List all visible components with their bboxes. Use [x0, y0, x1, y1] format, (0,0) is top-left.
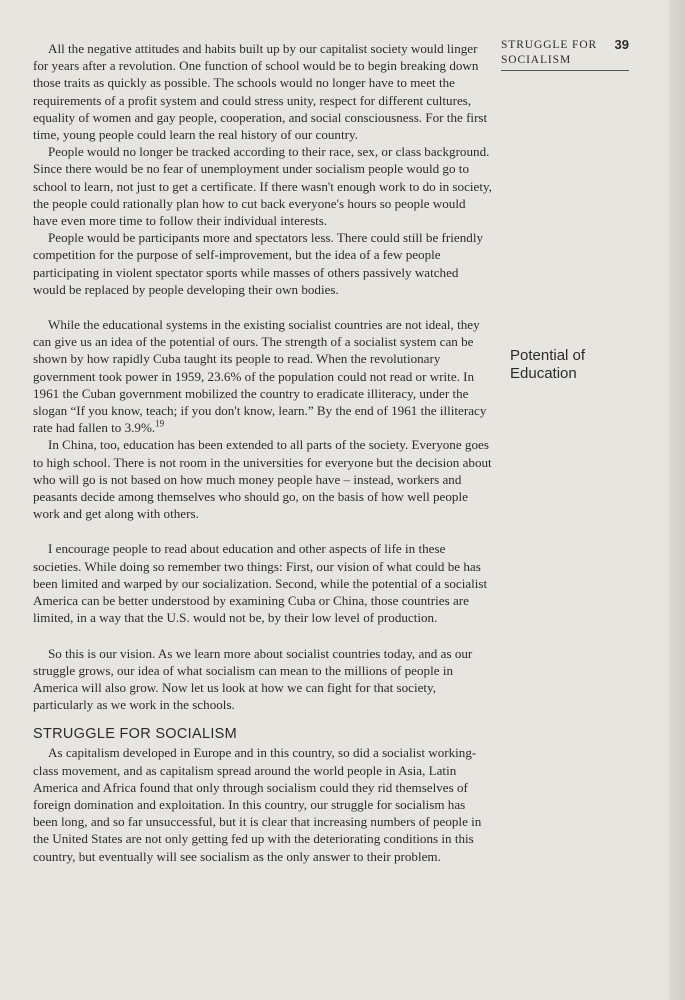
paragraph: All the negative attitudes and habits built up by our capitalist society would linger for years after a revolution. One function of school would be to begin breaking down those traits as quickly as possible. The schools would no longer have to meet the requirements of a profit system and could stress unity, respect for different cultures, equality of women and gay people, cooperation, and social consciousness. For the first time, young people could learn the real history of our country. [33, 41, 488, 143]
paragraph: In China, too, education has been extended to all parts of the society. Everyone goes to high school. There is not room in the universities for everyone but the decision about who will go is not based on how much money people have – instead, workers and peasants decide among themselves who should go, on the basis of how well people work and get along with others. [33, 437, 492, 522]
margin-heading [510, 347, 630, 383]
body-text [33, 40, 493, 865]
footnote-marker: 19 [155, 418, 165, 429]
page-edge [669, 0, 685, 1000]
margin-heading-line1: Potential of [510, 347, 586, 364]
section-heading: STRUGGLE FOR SOCIALISM [33, 726, 237, 743]
our-vision-section [33, 645, 493, 714]
encourage-section [33, 540, 493, 626]
paragraph: So this is our vision. As we learn more about socialist countries today, and as our struggle grows, our idea of what socialism can mean to the millions of people in America will also grow. Now let us look at how we can fight for that society, particularly as we work in the schools. [33, 645, 473, 713]
paragraph-text: While the educational systems in the existing socialist countries are not ideal, they can give us an idea of the potential of ours. The strength of a socialist system can be shown by how rapidly Cuba taught its people to read. When the revolutionary government took power in 1959, 23.6% of the population could not read or write. In 1961 the Cuban government mobilized the country to eradicate illiteracy, under the slogan “If you know, teach; if you don't know, learn.” By the end of 1961 the illiteracy rate had fallen to 3.9%. [33, 317, 487, 436]
running-head-line2: SOCIALISM [501, 54, 572, 66]
potential-of-education-section [33, 316, 493, 522]
struggle-section [33, 725, 493, 864]
paragraph: People would no longer be tracked according to their race, sex, or class background. Since there would be no fear of unemployment under socialism people would go to school to learn, not just to get a certificate. If there wasn't enough work to do in society, the people could rationally plan how to cut back everyone's hours so people would have even more time to follow their individual interests. [33, 144, 492, 229]
vision-section [33, 40, 493, 298]
running-head [501, 38, 629, 71]
paragraph [33, 316, 493, 436]
paragraph: People would be participants more and spectators less. There could still be friendly competition for the purpose of self-improvement, but the idea of a few people participating in violent spectator sports while masses of others passively watched would be replaced by people developing their own bodies. [33, 230, 484, 297]
page-number: 39 [614, 37, 629, 52]
running-head-line1: STRUGGLE FOR [501, 39, 598, 51]
margin-heading-line2: Education [510, 365, 577, 382]
paragraph: I encourage people to read about education and other aspects of life in these societies. While doing so remember two things: First, our vision of what could be has been limited and warped by our socialization. Second, while the potential of a socialist America can be better understood by examining Cuba or China, those countries are limited, in a way that the U.S. would not be, by their low level of production. [33, 541, 488, 626]
paragraph: As capitalism developed in Europe and in this country, so did a socialist working-class movement, and as capitalism spread around the world people in Asia, Latin America and Africa found that only through socialism could they rid themselves of foreign domination and exploitation. In this country, our struggle for socialism has been long, and so far unsuccessful, but it is clear that increasing numbers of people in the United States are not only getting fed up with the deteriorating conditions in this country, but eventually will see socialism as the only answer to their problem. [33, 745, 482, 864]
